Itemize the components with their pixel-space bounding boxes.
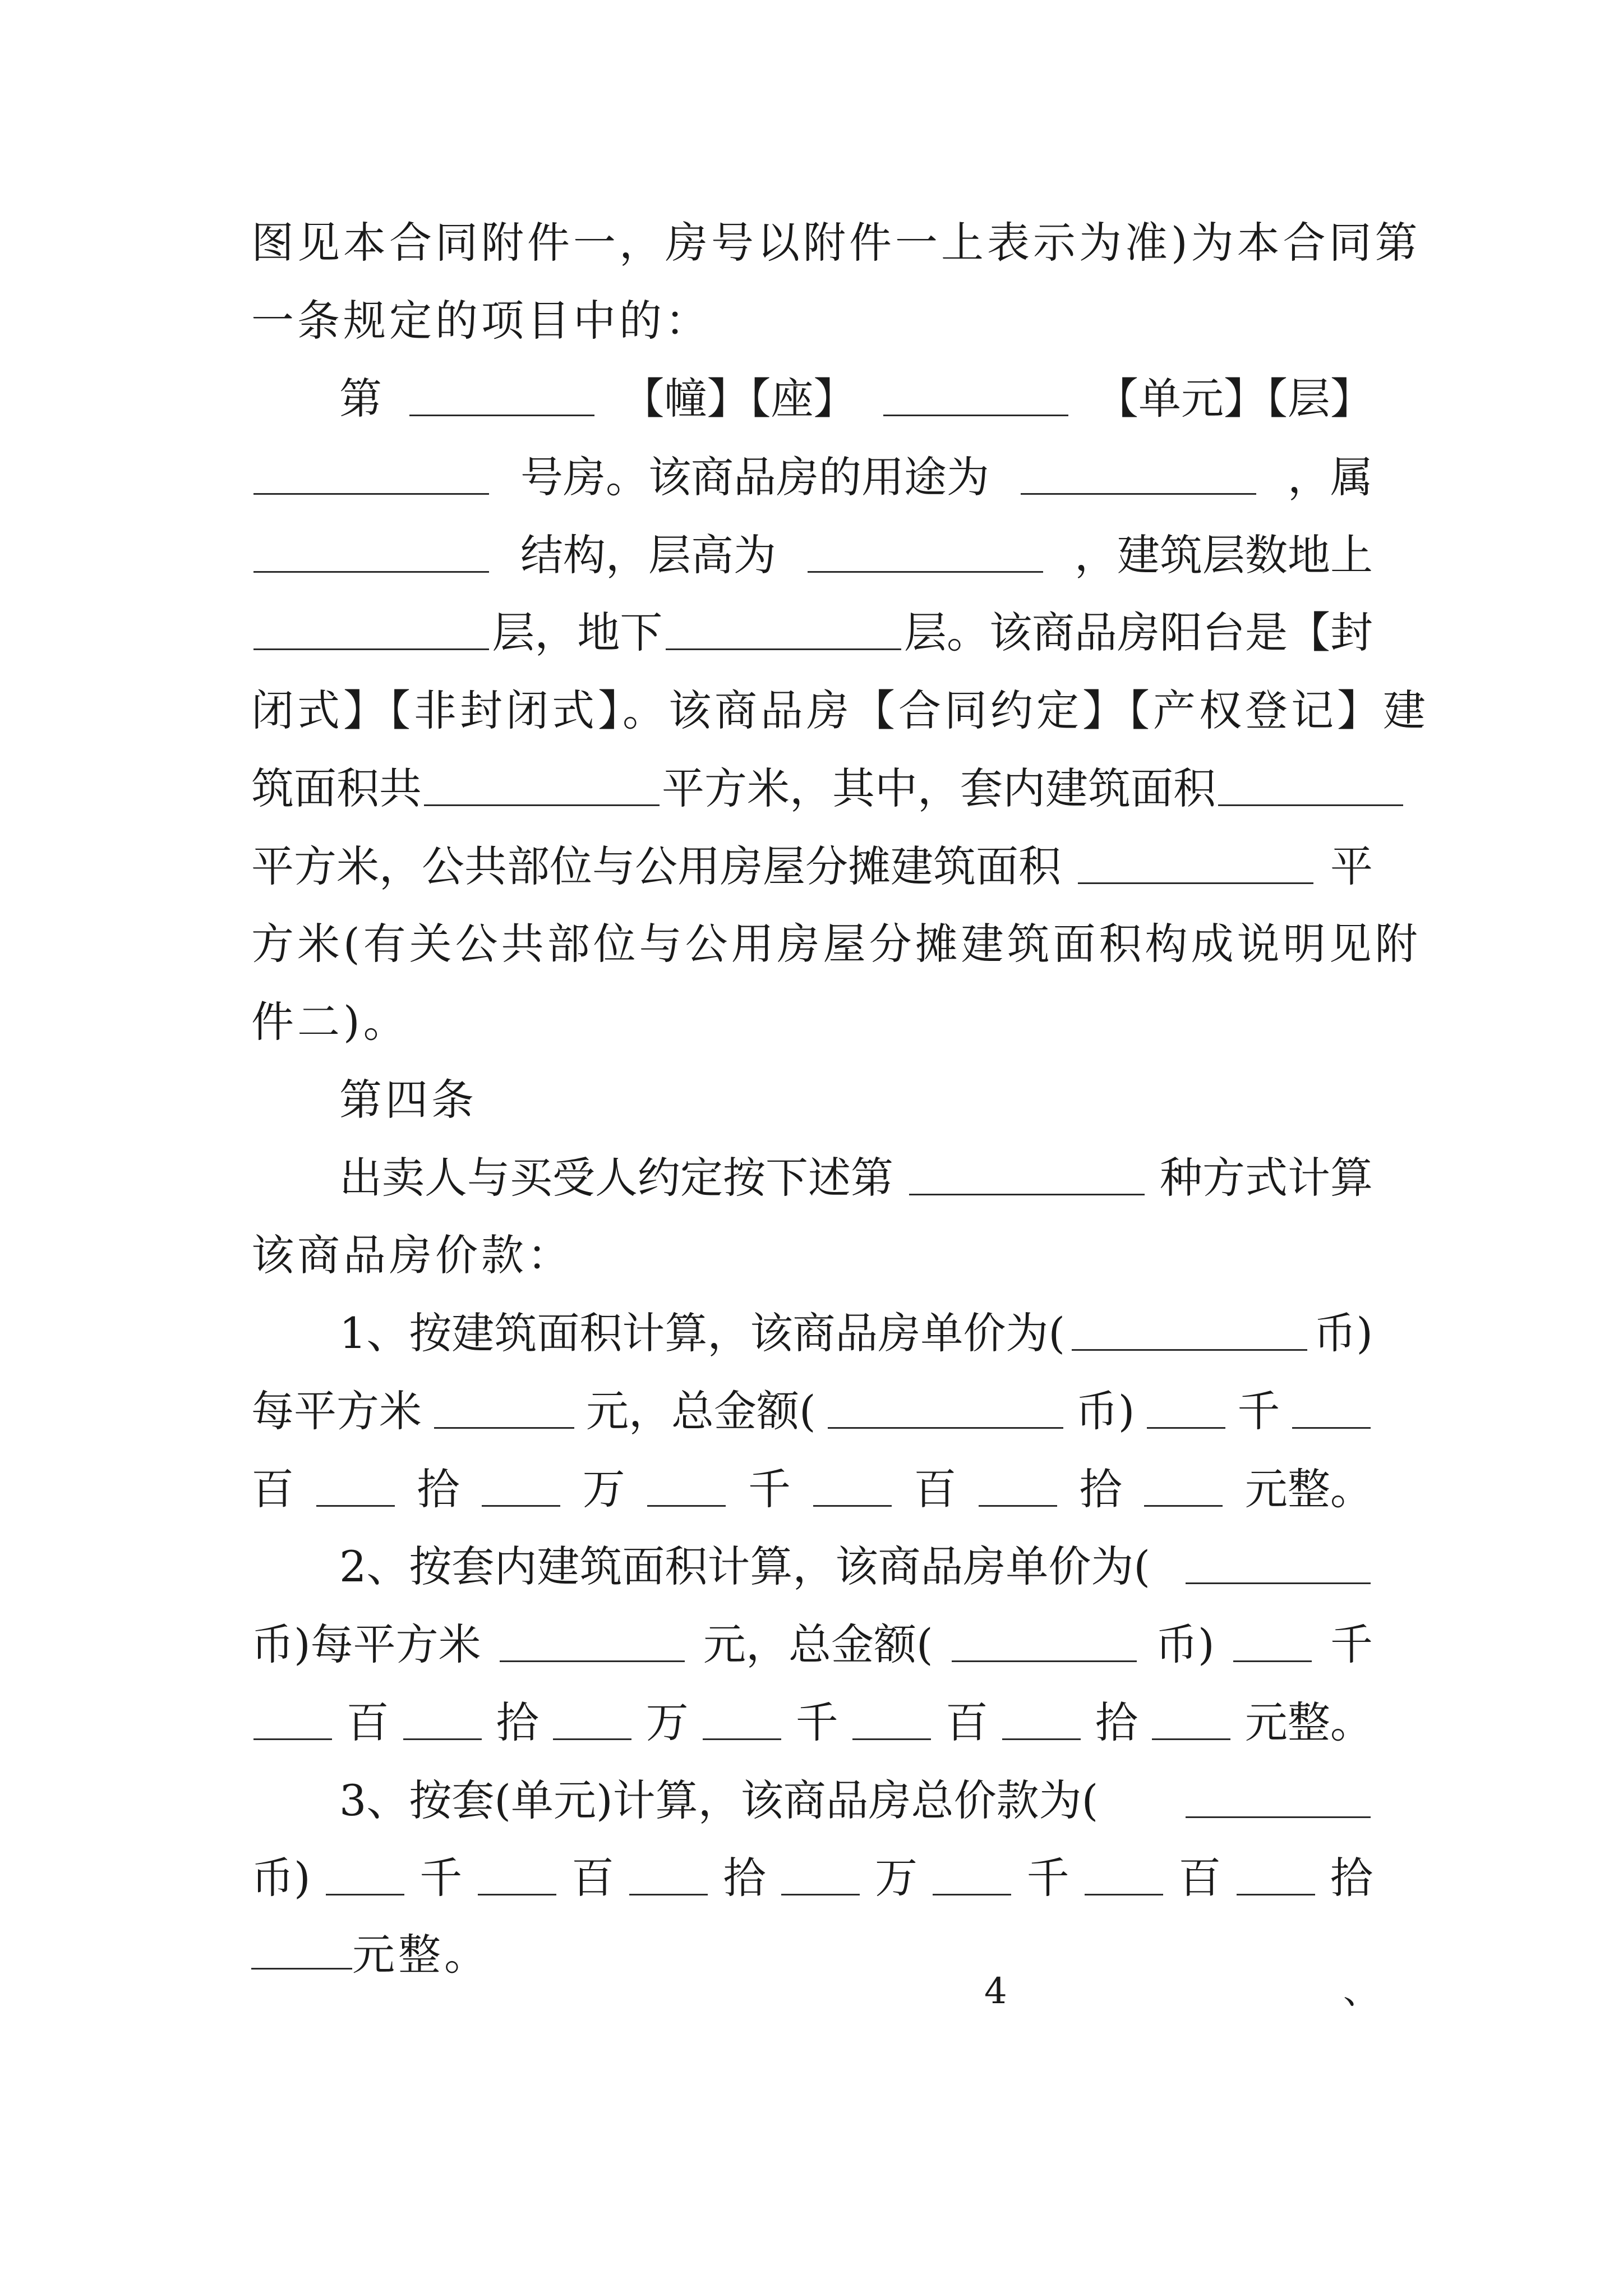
text-segment: 万 — [875, 1853, 918, 1903]
text-segment: 每平方米 — [251, 1386, 422, 1436]
text-segment: 元，总金额( — [586, 1386, 816, 1436]
text-segment: 2、按套内建筑面积计算，该商品房单价为( — [339, 1542, 1151, 1591]
text-line — [251, 1847, 1373, 1909]
text-line — [339, 1770, 1373, 1832]
text-segment: 一条规定的项目中的： — [251, 296, 711, 346]
text-line — [339, 1536, 1373, 1598]
text-segment: 平方米，其中，套内建筑面积 — [662, 763, 1216, 813]
page-number: 4 — [984, 1971, 1007, 2012]
text-line — [251, 1458, 1373, 1520]
text-segment: 拾 — [723, 1853, 766, 1903]
text-segment: 千 — [795, 1697, 838, 1747]
fill-blank[interactable] — [952, 1628, 1137, 1662]
fill-blank[interactable] — [647, 1473, 726, 1507]
text-line — [251, 758, 1373, 820]
text-segment: 百 — [571, 1853, 614, 1903]
text-segment: 拾 — [1095, 1697, 1138, 1747]
fill-blank[interactable] — [326, 1861, 404, 1895]
fill-blank[interactable] — [403, 1706, 482, 1740]
text-segment: 百 — [914, 1464, 957, 1514]
text-segment: 拾 — [496, 1697, 539, 1747]
fill-blank[interactable] — [909, 1161, 1145, 1195]
text-segment: 平 — [1330, 841, 1373, 891]
text-segment: 该商品房价款： — [251, 1230, 573, 1280]
text-segment: 拾 — [1330, 1853, 1373, 1903]
fill-blank[interactable] — [883, 382, 1068, 416]
text-segment: 结构，层高为 — [520, 530, 776, 580]
text-segment: 闭式】【非封闭式】。该商品房【合同约定】【产权登记】建 — [251, 685, 1429, 735]
fill-blank[interactable] — [1292, 1395, 1371, 1429]
fill-blank[interactable] — [781, 1861, 860, 1895]
text-line — [339, 1147, 1373, 1209]
text-segment: 千 — [1026, 1853, 1069, 1903]
text-line — [339, 1303, 1373, 1364]
text-segment: 号房。该商品房的用途为 — [520, 452, 989, 502]
text-segment: 千 — [419, 1853, 463, 1903]
fill-blank[interactable] — [1152, 1706, 1230, 1740]
text-segment: 百 — [251, 1464, 294, 1514]
text-segment: 【单元】【层】 — [1096, 374, 1373, 424]
text-segment: 筑面积共 — [251, 763, 422, 813]
text-segment: 千 — [1237, 1386, 1280, 1436]
text-segment: 第 — [339, 374, 382, 424]
text-segment: 币) — [251, 1853, 311, 1903]
text-segment: 元整。 — [1244, 1697, 1373, 1747]
text-line — [251, 1614, 1373, 1676]
fill-blank[interactable] — [1233, 1628, 1312, 1662]
text-segment: 币) — [1075, 1386, 1135, 1436]
text-line — [251, 447, 1373, 508]
fill-blank[interactable] — [808, 539, 1043, 573]
text-segment: 拾 — [417, 1464, 460, 1514]
fill-blank[interactable] — [1085, 1861, 1163, 1895]
text-line — [251, 524, 1373, 586]
fill-blank[interactable] — [1237, 1861, 1315, 1895]
text-line — [339, 368, 1373, 430]
fill-blank[interactable] — [1144, 1473, 1223, 1507]
text-line — [251, 290, 1373, 352]
fill-blank[interactable] — [1186, 1550, 1371, 1584]
text-segment: 出卖人与买受人约定按下述第 — [339, 1153, 893, 1203]
text-segment: 层，地下 — [492, 608, 663, 657]
text-line — [251, 1225, 1373, 1286]
text-segment: 百 — [945, 1697, 988, 1747]
fill-blank[interactable] — [1072, 1317, 1307, 1351]
text-line — [251, 212, 1421, 274]
text-segment: 件二)。 — [251, 997, 409, 1047]
text-segment: 拾 — [1079, 1464, 1122, 1514]
fill-blank[interactable] — [500, 1628, 685, 1662]
text-line — [251, 836, 1373, 898]
text-segment: 元整。 — [1244, 1464, 1373, 1514]
text-segment: 3、按套(单元)计算，该商品房总价款为( — [339, 1775, 1099, 1825]
text-segment: ，建筑层数地上 — [1075, 530, 1373, 580]
fill-blank[interactable] — [828, 1395, 1063, 1429]
fill-blank[interactable] — [253, 1706, 332, 1740]
fill-blank[interactable] — [1021, 461, 1256, 495]
text-segment: 种方式计算 — [1160, 1153, 1373, 1203]
fill-blank[interactable] — [666, 616, 901, 650]
text-line — [251, 602, 1373, 664]
text-segment: 千 — [1330, 1619, 1373, 1669]
text-segment: 万 — [645, 1697, 689, 1747]
text-segment: ，属 — [1288, 452, 1373, 502]
fill-blank[interactable] — [1002, 1706, 1081, 1740]
text-segment: 百 — [1178, 1853, 1221, 1903]
text-line — [251, 1692, 1373, 1754]
text-segment: 币)每平方米 — [251, 1619, 481, 1669]
text-segment: 1、按建筑面积计算，该商品房单价为( — [339, 1308, 1066, 1358]
fill-blank[interactable] — [703, 1706, 781, 1740]
text-segment: 万 — [582, 1464, 625, 1514]
fill-blank[interactable] — [424, 772, 660, 806]
text-segment: 百 — [346, 1697, 389, 1747]
fill-blank[interactable] — [979, 1473, 1057, 1507]
fill-blank[interactable] — [852, 1706, 931, 1740]
text-line — [251, 680, 1429, 742]
fill-blank[interactable] — [933, 1861, 1011, 1895]
fill-blank[interactable] — [1218, 772, 1403, 806]
text-line — [251, 1381, 1373, 1442]
text-segment: 【幢】【座】 — [621, 374, 856, 424]
text-segment: 平方米，公共部位与公用房屋分摊建筑面积 — [251, 841, 1061, 891]
fill-blank[interactable] — [1147, 1395, 1225, 1429]
fill-blank[interactable] — [553, 1706, 631, 1740]
fill-blank[interactable] — [409, 382, 594, 416]
text-segment: 层。该商品房阳台是【封 — [903, 608, 1373, 657]
trailing-mark: 、 — [1343, 1971, 1379, 2012]
text-segment: 币) — [1155, 1619, 1215, 1669]
text-line — [339, 1069, 1373, 1131]
text-line — [251, 991, 1373, 1053]
text-segment: 元整。 — [352, 1930, 490, 1980]
fill-blank[interactable] — [253, 461, 489, 495]
text-segment: 元，总金额( — [703, 1619, 933, 1669]
text-line — [251, 1924, 1373, 1986]
fill-blank[interactable] — [813, 1473, 892, 1507]
section-heading: 第四条 — [339, 1075, 477, 1125]
fill-blank[interactable] — [482, 1473, 560, 1507]
text-line — [251, 913, 1421, 975]
fill-blank[interactable] — [253, 539, 489, 573]
fill-blank[interactable] — [629, 1861, 708, 1895]
fill-blank[interactable] — [251, 1935, 352, 1970]
text-segment: 方米(有关公共部位与公用房屋分摊建筑面积构成说明见附 — [251, 919, 1421, 969]
fill-blank[interactable] — [478, 1861, 556, 1895]
fill-blank[interactable] — [1078, 850, 1313, 884]
fill-blank[interactable] — [316, 1473, 395, 1507]
text-segment: 币) — [1313, 1308, 1373, 1358]
fill-blank[interactable] — [253, 616, 489, 650]
fill-blank[interactable] — [1186, 1784, 1371, 1818]
text-segment: 千 — [748, 1464, 791, 1514]
fill-blank[interactable] — [434, 1395, 574, 1429]
text-segment: 图见本合同附件一，房号以附件一上表示为准)为本合同第 — [251, 218, 1421, 268]
